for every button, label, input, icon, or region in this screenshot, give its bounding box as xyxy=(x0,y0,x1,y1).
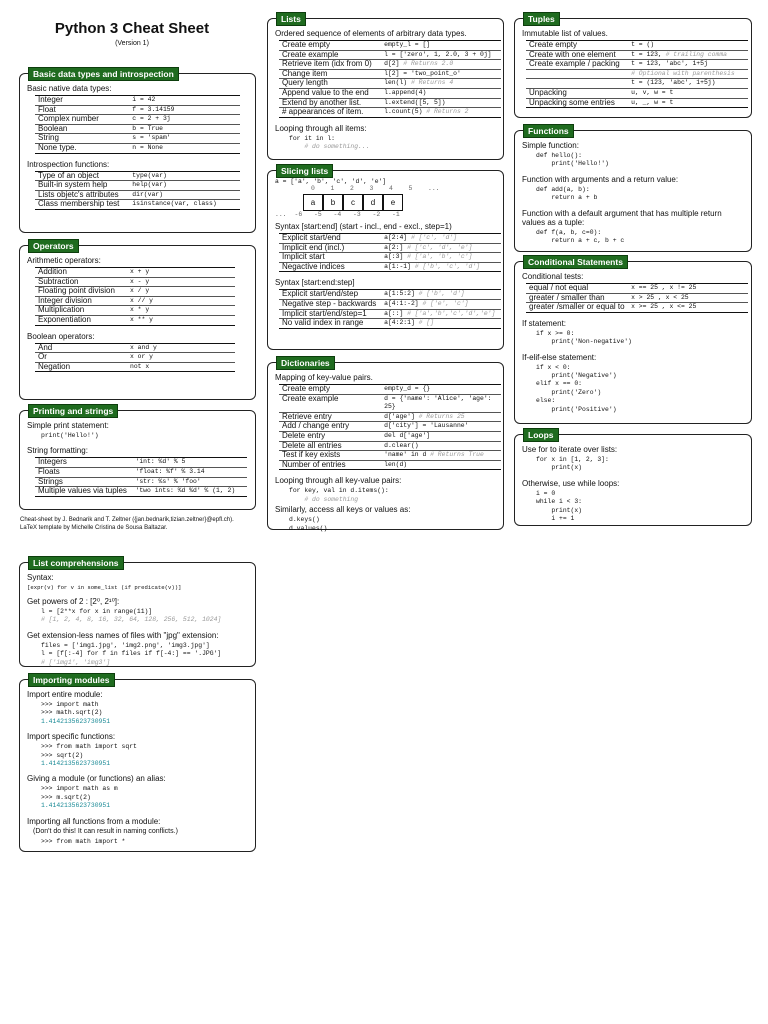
syntax2-label: Syntax [start:end:step] xyxy=(275,278,355,288)
table-row xyxy=(279,451,501,461)
table-row xyxy=(279,394,501,412)
table-row xyxy=(279,262,501,272)
row-label: Complex number xyxy=(35,115,129,125)
bool-label: Boolean operators: xyxy=(27,331,95,341)
negative-indices xyxy=(275,211,497,220)
row-code: help(var) xyxy=(129,181,240,191)
row-code: dir(var) xyxy=(129,190,240,200)
index-label: -6 xyxy=(294,211,303,218)
row-code: a[1:5:2] # ['b', 'd'] xyxy=(381,290,501,300)
section-header: Functions xyxy=(523,124,574,138)
if-label: If statement: xyxy=(522,318,567,328)
row-code: t = 123, 'abc', 1+5j xyxy=(628,60,748,70)
slice-cell: d xyxy=(363,194,383,211)
alias-code-2: >>> m.sqrt(2) xyxy=(41,793,91,801)
row-label: String xyxy=(35,134,129,144)
args-func-code-2: return a + b xyxy=(536,194,598,202)
bool-table xyxy=(35,343,235,373)
table-row xyxy=(526,41,748,51)
row-label: Built-in system help xyxy=(35,181,129,191)
slice-cell: b xyxy=(323,194,343,211)
row-code: d['age'] # Returns 25 xyxy=(381,412,501,422)
row-code: d = {'name': 'Alice', 'age': 25} xyxy=(381,394,501,412)
tests-table xyxy=(526,283,748,313)
row-label: Multiple values via tuples xyxy=(35,487,133,497)
credits-line-1: Cheat-sheet by J. Bednarik and T. Zeltner ({jan.bednarik,tizian.zeltner}@epfl.ch). xyxy=(20,517,234,523)
row-code: x - y xyxy=(127,277,235,287)
table-row xyxy=(526,284,748,294)
section-lists xyxy=(267,14,504,160)
index-label: -5 xyxy=(314,211,322,218)
index-label: 2 xyxy=(350,185,354,192)
page-title: Python 3 Cheat Sheet xyxy=(54,20,210,37)
row-label: Implicit start xyxy=(279,253,381,263)
syntax-code: [expr(v) for v in some_list (if predicate(v))] xyxy=(27,584,182,591)
if-code-1: if x >= 0: xyxy=(536,329,575,337)
loop-code-2: # do something... xyxy=(289,143,370,151)
row-label: Class membership test xyxy=(35,200,129,210)
introspection-table xyxy=(35,171,240,210)
for-code-1: for x in [1, 2, 3]: xyxy=(536,456,609,463)
row-code: 'str: %s' % 'foo' xyxy=(133,477,247,487)
row-label: No valid index in range xyxy=(279,319,381,329)
section-operators xyxy=(19,241,256,400)
table-row xyxy=(35,343,235,353)
table-row xyxy=(35,268,235,278)
row-code: n = None xyxy=(129,143,240,153)
row-code: del d['age'] xyxy=(381,431,501,441)
row-label: Multiplication xyxy=(35,306,127,316)
for-code-2: print(x) xyxy=(536,464,583,472)
row-label: Create empty xyxy=(279,385,381,395)
row-code: x >= 25 , x <= 25 xyxy=(628,303,748,313)
row-label: Integers xyxy=(35,458,133,468)
table-row xyxy=(279,88,501,98)
table-row xyxy=(526,98,748,108)
row-code: a[:3] # ['a', 'b', 'c'] xyxy=(381,253,501,263)
row-label: Create example xyxy=(279,394,381,412)
dict-loop-code-2: # do something xyxy=(289,495,359,503)
row-label: greater / smaller than xyxy=(526,293,628,303)
row-label: equal / not equal xyxy=(526,284,628,294)
section-header: Slicing lists xyxy=(276,164,333,178)
section-header: Importing modules xyxy=(28,673,115,687)
section-conditional xyxy=(514,257,752,424)
row-code: u, _, w = t xyxy=(628,98,748,108)
slicing-table-2 xyxy=(279,289,501,328)
table-row xyxy=(35,96,240,106)
row-label: Append value to the end xyxy=(279,88,381,98)
simple-func-code-2: print('Hello!') xyxy=(536,160,609,168)
row-code: t = (123, 'abc', 1+5j) xyxy=(628,79,748,89)
table-row xyxy=(279,60,501,70)
row-label: Subtraction xyxy=(35,277,127,287)
specific-code-3: 1.4142135623730951 xyxy=(41,760,111,768)
row-code: x + y xyxy=(127,268,235,278)
row-label: Create example / packing xyxy=(526,60,628,70)
similar-label: Similarly, access all keys or values as: xyxy=(275,505,411,515)
entire-label: Import entire module: xyxy=(27,690,103,699)
default-func-code-2: return a + c, b + c xyxy=(536,237,625,245)
table-row xyxy=(35,115,240,125)
row-code: d['city'] = 'Lausanne' xyxy=(381,422,501,432)
section-header: Lists xyxy=(276,12,306,26)
dict-loop-code-1: for key, val in d.items(): xyxy=(289,487,389,495)
row-label: Extend by another list. xyxy=(279,98,381,108)
introspection-label: Introspection functions: xyxy=(27,159,110,169)
table-row xyxy=(35,468,247,478)
ext-code-2: l = [f[:-4] for f in files if f[-4:] == '.JPG'] xyxy=(41,650,222,658)
section-header: Operators xyxy=(28,239,79,253)
section-header: Basic data types and introspection xyxy=(28,67,179,81)
row-label: Retrieve entry xyxy=(279,412,381,422)
tuples-table xyxy=(526,40,748,108)
dict-loop-label: Looping through all key-value pairs: xyxy=(275,476,402,486)
format-table xyxy=(35,457,247,496)
credits xyxy=(20,516,260,532)
row-code: a[2:4] # ['c', 'd'] xyxy=(381,234,501,244)
section-functions xyxy=(514,126,752,252)
tests-label: Conditional tests: xyxy=(522,272,584,281)
section-slicing xyxy=(267,166,504,350)
row-code: x * y xyxy=(127,306,235,316)
row-code: 'float: %f' % 3.14 xyxy=(133,468,247,478)
elif-code-4: print('Zero') xyxy=(536,388,602,396)
native-types-table xyxy=(35,95,240,154)
dicts-table xyxy=(279,384,501,470)
row-label: Addition xyxy=(35,268,127,278)
all-label: Importing all functions from a module: xyxy=(27,816,161,826)
row-code: d.clear() xyxy=(381,441,501,451)
dicts-desc: Mapping of key-value pairs. xyxy=(275,373,373,382)
row-label: Negation xyxy=(35,362,127,372)
row-code: s = 'spam' xyxy=(129,134,240,144)
table-row xyxy=(279,319,501,329)
row-code: # Optional with parenthesis xyxy=(628,69,748,79)
section-header: Conditional Statements xyxy=(523,255,628,269)
row-code: 'two ints: %d %d' % (1, 2) xyxy=(133,487,247,497)
row-code: x or y xyxy=(127,353,235,363)
row-code: a[1:-1] # ['b', 'c', 'd'] xyxy=(381,262,501,272)
row-label: Strings xyxy=(35,477,133,487)
row-label: Unpacking some entries xyxy=(526,98,628,108)
row-code: a[4:1:-2] # ['e', 'c'] xyxy=(381,299,501,309)
row-label: Negactive indices xyxy=(279,262,381,272)
positive-indices xyxy=(275,185,497,194)
table-row xyxy=(526,60,748,70)
index-label: -1 xyxy=(392,211,400,218)
row-code: l.append(4) xyxy=(381,88,501,98)
section-importing xyxy=(19,675,256,852)
all-code: >>> from math import * xyxy=(41,837,126,845)
table-row xyxy=(279,431,501,441)
while-code-3: print(x) xyxy=(536,506,583,514)
simple-func-code-1: def hello(): xyxy=(536,152,583,159)
index-label: 0 xyxy=(311,185,315,192)
table-row xyxy=(526,303,748,313)
alias-label: Giving a module (or functions) an alias: xyxy=(27,774,166,784)
row-code: type(var) xyxy=(129,171,240,181)
table-row xyxy=(279,234,501,244)
table-row xyxy=(35,181,240,191)
row-code: x == 25 , x != 25 xyxy=(628,284,748,294)
row-code: l.extend([5, 5]) xyxy=(381,98,501,108)
row-label: Integer division xyxy=(35,296,127,306)
slicing-def: a = ['a', 'b', 'c', 'd', 'e'] xyxy=(275,178,387,185)
row-code: len(l) # Returns 4 xyxy=(381,79,501,89)
row-code: x > 25 , x < 25 xyxy=(628,293,748,303)
specific-code-1: >>> from math import sqrt xyxy=(41,743,137,751)
loop-code-1: for it in l: xyxy=(289,134,336,142)
credits-line-2: LaTeX template by Michelle Cristina de Sousa Baltazar. xyxy=(20,525,168,531)
row-code: u, v, w = t xyxy=(628,88,748,98)
simple-func-label: Simple function: xyxy=(522,141,579,150)
specific-label: Import specific functions: xyxy=(27,732,116,742)
row-code: empty_l = [] xyxy=(381,41,501,51)
alias-code-1: >>> import math as m xyxy=(41,785,118,793)
entire-code-2: >>> math.sqrt(2) xyxy=(41,709,103,717)
index-label: -2 xyxy=(372,211,381,218)
row-label: Exponentiation xyxy=(35,315,127,325)
args-func-code-1: def add(a, b): xyxy=(536,185,590,193)
while-code-2: while i < 3: xyxy=(536,498,583,506)
ext-code-1: files = ['img1.jpg', 'img2.png', 'img3.jpg'] xyxy=(41,641,210,649)
for-label: Use for to iterate over lists: xyxy=(522,445,618,454)
arith-table xyxy=(35,267,235,326)
row-label: Type of an object xyxy=(35,171,129,181)
row-code: c = 2 + 3j xyxy=(129,115,240,125)
table-row xyxy=(279,108,501,118)
section-printing xyxy=(19,406,256,510)
section-list-comprehensions xyxy=(19,558,256,667)
row-label: Create with one element xyxy=(526,50,628,60)
row-label: Floating point division xyxy=(35,287,127,297)
index-label: -3 xyxy=(353,211,361,218)
section-header: List comprehensions xyxy=(28,556,124,570)
row-label: Create empty xyxy=(526,41,628,51)
row-code: isinstance(var, class) xyxy=(129,200,240,210)
row-code: i = 42 xyxy=(129,96,240,106)
row-code: x and y xyxy=(127,343,235,353)
table-row xyxy=(35,315,235,325)
row-code: 'name' in d # Returns True xyxy=(381,451,501,461)
all-note: (Don't do this! It can result in naming conflicts.) xyxy=(33,827,178,835)
syntax-label: Syntax: xyxy=(27,573,54,582)
table-row xyxy=(35,487,247,497)
row-label: None type. xyxy=(35,143,129,153)
row-label: Integer xyxy=(35,96,129,106)
row-label: Retrieve item (idx from 0) xyxy=(279,60,381,70)
table-row xyxy=(526,88,748,98)
alias-code-3: 1.4142135623730951 xyxy=(41,802,111,810)
table-row xyxy=(35,143,240,153)
row-label: Float xyxy=(35,105,129,115)
native-types-label: Basic native data types: xyxy=(27,84,112,93)
row-code: l = ['zero', 1, 2.0, 3 + 0j] xyxy=(381,50,501,60)
section-header: Printing and strings xyxy=(28,404,118,418)
while-code-1: i = 0 xyxy=(536,489,556,497)
elif-code-2: print('Negative') xyxy=(536,372,617,379)
row-code: f = 3.14159 xyxy=(129,105,240,115)
similar-code-2: d.values() xyxy=(289,524,328,532)
row-label: Delete all entries xyxy=(279,441,381,451)
row-code: t = 123, # trailing comma xyxy=(628,50,748,60)
entire-code-1: >>> import math xyxy=(41,701,99,708)
specific-code-2: >>> sqrt(2) xyxy=(41,751,84,759)
lists-table xyxy=(279,40,501,118)
version-label: (Version 1) xyxy=(115,40,149,47)
args-func-label: Function with arguments and a return value: xyxy=(522,174,679,184)
row-label: Test if key exists xyxy=(279,451,381,461)
while-label: Otherwise, use while loops: xyxy=(522,478,620,488)
arith-label: Arithmetic operators: xyxy=(27,256,101,265)
row-label: Change item xyxy=(279,69,381,79)
row-label xyxy=(526,69,628,79)
powers-comment: # [1, 2, 4, 8, 16, 32, 64, 128, 256, 512, 1024] xyxy=(41,616,222,624)
row-label: Floats xyxy=(35,468,133,478)
row-code: b = True xyxy=(129,124,240,134)
row-code: l[2] = 'two_point_o' xyxy=(381,69,501,79)
index-label: ... xyxy=(428,185,440,192)
simple-print-label: Simple print statement: xyxy=(27,421,109,430)
table-row xyxy=(279,385,501,395)
row-label: Implicit start/end/step=1 xyxy=(279,309,381,319)
index-label: 4 xyxy=(389,185,393,192)
row-code: 'int: %d' % 5 xyxy=(133,458,247,468)
index-label: 1 xyxy=(330,185,335,192)
section-dictionaries xyxy=(267,358,504,532)
ext-label: Get extension-less names of files with "jpg" extension: xyxy=(27,630,219,640)
table-row xyxy=(35,458,247,468)
while-code-4: i += 1 xyxy=(536,515,575,523)
row-code: empty_d = {} xyxy=(381,385,501,395)
row-label: Query length xyxy=(279,79,381,89)
row-code: len(d) xyxy=(381,460,501,470)
section-header: Loops xyxy=(523,428,559,442)
slice-cell: e xyxy=(383,194,403,211)
slice-cell: c xyxy=(343,194,363,211)
row-label: Delete entry xyxy=(279,431,381,441)
row-label: Create example xyxy=(279,50,381,60)
row-label: Unpacking xyxy=(526,88,628,98)
slicing-table-1 xyxy=(279,233,501,272)
powers-code: l = [2**x for x in range(11)] xyxy=(41,608,153,615)
elif-label: If-elif-else statement: xyxy=(522,352,597,362)
row-code: a[::] # ['a','b','c','d','e'] xyxy=(381,309,501,319)
row-code: x // y xyxy=(127,296,235,306)
row-label: # appearances of item. xyxy=(279,108,381,118)
row-code: x / y xyxy=(127,287,235,297)
tuples-desc: Immutable list of values. xyxy=(522,29,608,38)
table-row xyxy=(35,200,240,210)
row-code: l.count(5) # Returns 2 xyxy=(381,108,501,118)
entire-code-3: 1.4142135623730951 xyxy=(41,717,111,725)
row-code: x ** y xyxy=(127,315,235,325)
row-code: not x xyxy=(127,362,235,372)
table-row xyxy=(35,353,235,363)
ext-code-3: # ['img1', 'img3'] xyxy=(41,658,111,666)
row-label: Create empty xyxy=(279,41,381,51)
row-label: Boolean xyxy=(35,124,129,134)
row-label: Explicit start/end xyxy=(279,234,381,244)
if-code-2: print('Non-negative') xyxy=(536,338,632,346)
default-func-code-1: def f(a, b, c=0): xyxy=(536,228,602,236)
table-row xyxy=(279,299,501,309)
elif-code-3: elif x == 0: xyxy=(536,380,583,388)
row-label: Negative step - backwards xyxy=(279,299,381,309)
elif-code-5: else: xyxy=(536,397,556,405)
table-row xyxy=(35,362,235,372)
index-label: 5 xyxy=(408,185,413,192)
table-row xyxy=(279,41,501,51)
slice-cells xyxy=(303,194,497,211)
table-row xyxy=(279,253,501,263)
section-basic-types xyxy=(19,69,256,233)
section-tuples xyxy=(514,14,752,118)
row-label: Add / change entry xyxy=(279,422,381,432)
row-code: t = () xyxy=(628,41,748,51)
similar-code-1: d.keys() xyxy=(289,516,320,524)
section-header: Dictionaries xyxy=(276,356,335,370)
slice-cell: a xyxy=(303,194,323,211)
table-row xyxy=(35,124,240,134)
lists-desc: Ordered sequence of elements of arbitrary data types. xyxy=(275,29,467,38)
section-header: Tuples xyxy=(523,12,560,26)
row-label: And xyxy=(35,343,127,353)
powers-label: Get powers of 2 : [2⁰, 2¹⁰]: xyxy=(27,597,120,606)
row-code: a[4:2:1] # [] xyxy=(381,319,501,329)
elif-code-1: if x < 0: xyxy=(536,363,571,371)
row-code: a[2:] # ['c', 'd', 'e'] xyxy=(381,243,501,253)
row-label: greater /smaller or equal to xyxy=(526,303,628,313)
index-label: ... xyxy=(275,211,287,218)
row-label: Lists objetc's attributes xyxy=(35,190,129,200)
index-label: -4 xyxy=(333,211,342,218)
table-row xyxy=(279,460,501,470)
elif-code-6: print('Positive') xyxy=(536,405,617,413)
simple-print-code: print('Hello!') xyxy=(41,432,99,439)
table-row xyxy=(35,287,235,297)
format-label: String formatting: xyxy=(27,446,88,456)
row-label: Explicit start/end/step xyxy=(279,290,381,300)
syntax1-label: Syntax [start:end] (start - incl., end - excl., step=1) xyxy=(275,222,452,231)
row-label: Implicit end (incl.) xyxy=(279,243,381,253)
section-loops xyxy=(514,430,752,526)
index-label: 3 xyxy=(369,185,374,192)
row-code: d[2] # Returns 2.0 xyxy=(381,60,501,70)
row-label: Or xyxy=(35,353,127,363)
default-func-label: Function with a default argument that has multiple return values as a tuple: xyxy=(522,208,722,227)
row-label: Number of entries xyxy=(279,460,381,470)
loop-label: Looping through all items: xyxy=(275,123,367,133)
table-row xyxy=(526,69,748,79)
